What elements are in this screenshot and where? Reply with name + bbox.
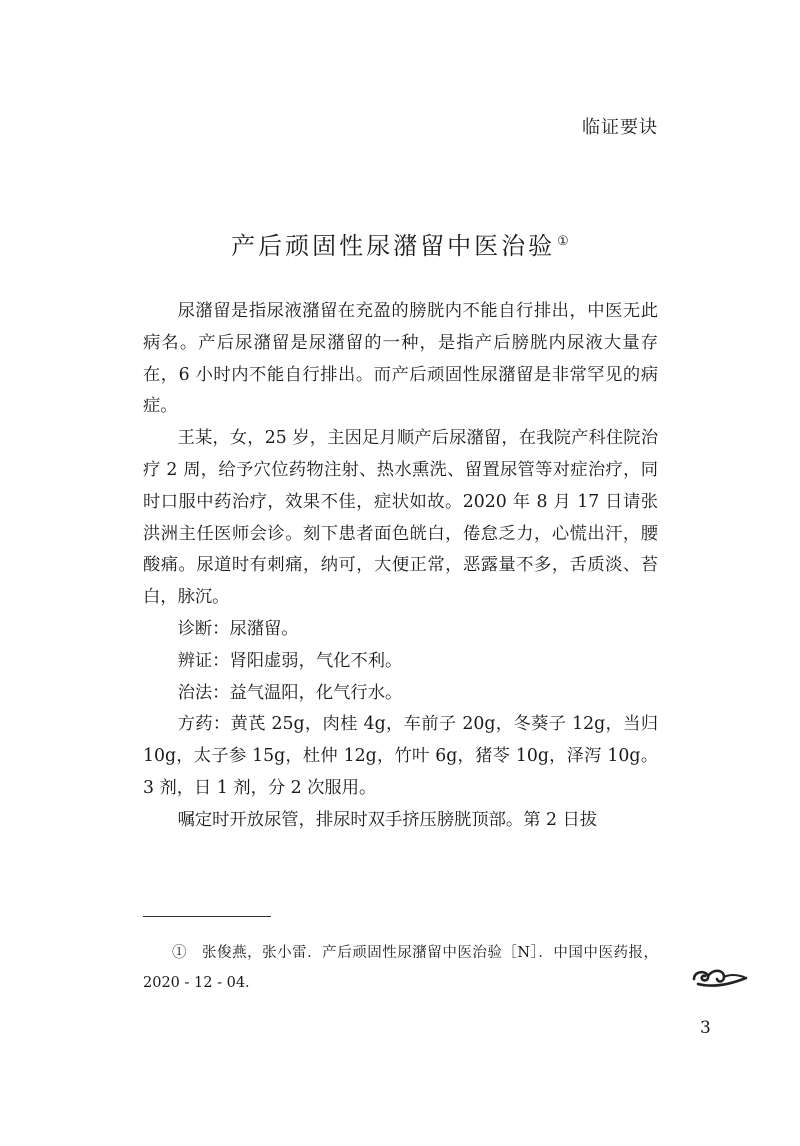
paragraph: 诊断：尿潴留。 [177,618,299,639]
footnote: ① 张俊燕，张小雷．产后顽固性尿潴留中医治验［N］．中国中医药报，2020 - 12 - 04． [143,945,658,991]
paragraph: 治法：益气温阳，化气行水。 [177,682,403,703]
paragraph: 辨证：肾阳虚弱，气化不利。 [177,650,403,671]
paragraph: 王某，女，25 岁，主因足月顺产后尿潴留，在我院产科住院治疗 2 周，给予穴位药物注射、热水熏洗、留置尿管等对症治疗，同时口服中药治疗，效果不佳，症状如故。2020 年 8 月 17 日请张洪洲主任医师会诊。刻下患者面色㿠白，倦怠乏力，心慌出汗，腰酸痛。尿道时有刺痛，纳可，大便正常，恶露量不多，舌质淡、苔白，脉沉。 [143,428,658,608]
footnote-divider [143,916,271,917]
paragraph: 方药：黄芪 25g，肉桂 4g，车前子 20g，冬葵子 12g，当归 10g，太子参 15g，杜仲 12g，竹叶 6g，猪苓 10g，泽泻 10g。3 剂，日 1 剂，分 2 次服用。 [143,714,658,798]
cloud-scroll-icon [690,962,748,990]
running-head: 临证要诀 [582,117,658,138]
article-title [0,226,800,261]
page-number: 3 [700,1018,711,1038]
title-footnote-marker: ① [557,234,569,249]
body-text [143,296,658,837]
title-text: 产后顽固性尿潴留中医治验 [231,232,556,260]
paragraph: 嘱定时开放尿管，排尿时双手挤压膀胱顶部。第 2 日拔 [177,809,598,830]
paragraph: 尿潴留是指尿液潴留在充盈的膀胱内不能自行排出，中医无此病名。产后尿潴留是尿潴留的一种，是指产后膀胱内尿液大量存在，6 小时内不能自行排出。而产后顽固性尿潴留是非常罕见的病症。 [143,301,658,417]
